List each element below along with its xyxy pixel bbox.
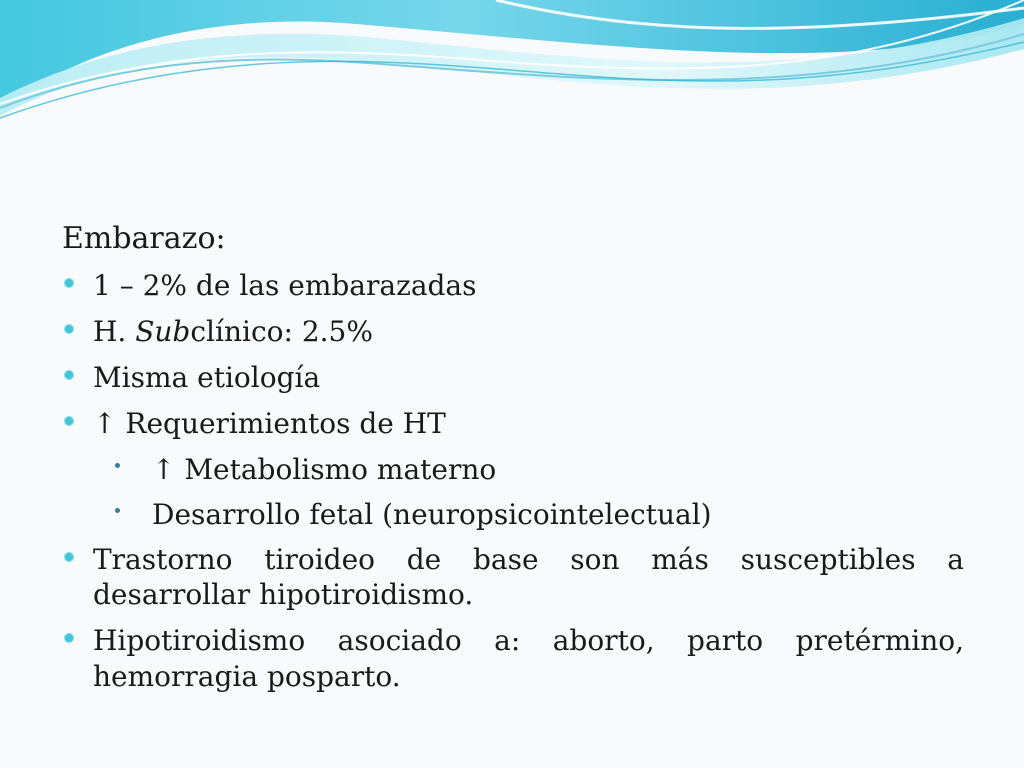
bullet-subclinical-prefix: H. [93,314,136,348]
bullet-dot-icon [64,416,74,426]
slide-heading: Embarazo: [62,221,226,256]
bullet-dot-icon [64,633,74,643]
bullet-requirements [62,406,964,442]
bullet-dot-icon [64,324,74,334]
sub-bullet-fetal-development [62,497,964,533]
bullet-etiology [62,360,964,396]
sub-bullet-dot-icon [115,508,120,513]
decorative-header-wave [0,0,1024,120]
bullet-dot-icon [64,370,74,380]
sub-bullet-maternal-metabolism [62,452,964,488]
bullet-thyroid-disorder [62,542,964,614]
bullet-thyroid-disorder-text: Trastorno tiroideo de base son más susceptibles a desarrollar hipotiroidismo. [93,542,964,612]
bullet-hypothyroidism-associations-text: Hipotiroidismo asociado a: aborto, parto pretérmino, hemorragia posparto. [93,624,964,693]
bullet-subclinical [62,314,964,350]
sub-bullet-maternal-metabolism-text: ↑ Metabolismo materno [152,452,497,486]
bullet-prevalence-text: 1 – 2% de las embarazadas [93,268,477,302]
bullet-prevalence [62,268,964,304]
sub-bullet-dot-icon [115,463,120,468]
slide-content [62,220,964,705]
sub-bullet-fetal-development-text: Desarrollo fetal (neuropsicointelectual) [152,497,712,531]
bullet-requirements-text: ↑ Requerimientos de HT [93,406,446,440]
bullet-dot-icon [64,552,74,562]
bullet-etiology-text: Misma etiología [93,360,321,394]
bullet-hypothyroidism-associations [62,623,964,695]
bullet-subclinical-suffix: clínico: 2.5% [190,314,373,348]
bullet-subclinical-italic: Sub [135,314,191,348]
bullet-dot-icon [64,278,74,288]
